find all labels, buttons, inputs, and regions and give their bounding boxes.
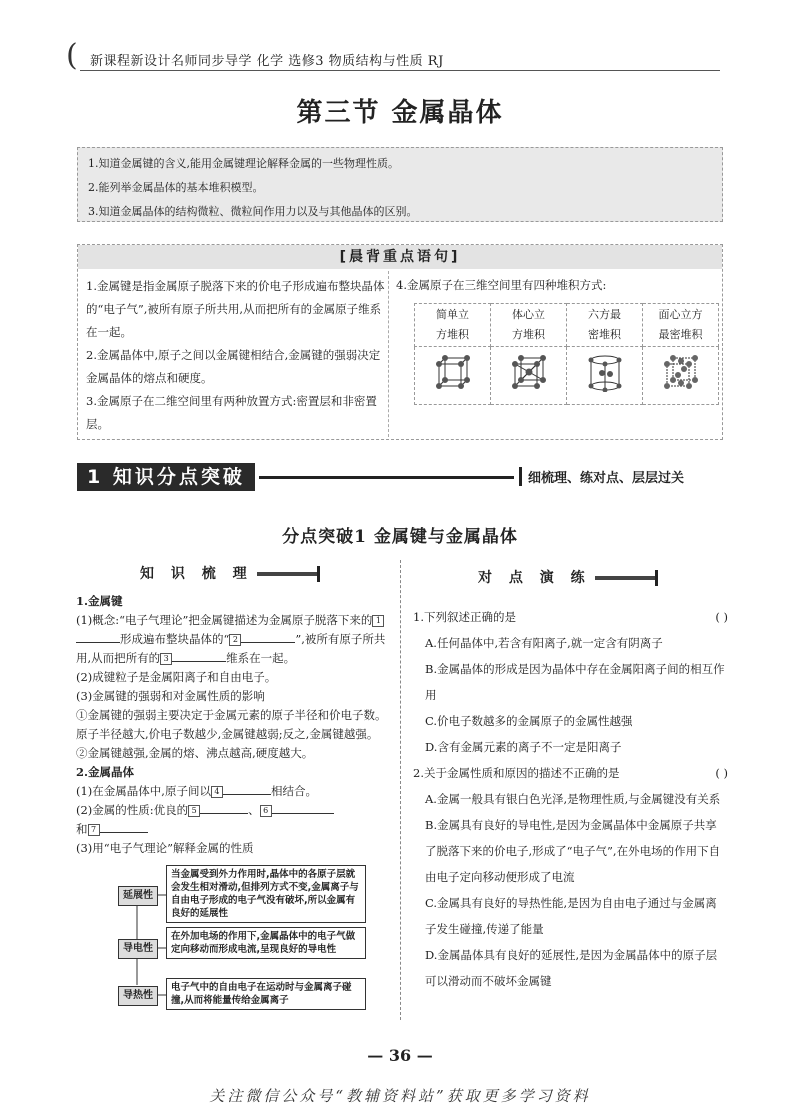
- thermal-conductivity-text: 电子气中的自由电子在运动时与金属离子碰撞,从而将能量传给金属离子: [166, 978, 366, 1010]
- question-2: ( ) 2.关于金属性质和原因的描述不正确的是: [413, 766, 728, 780]
- paragraph: (2)成键粒子是金属阳离子和自由电子。: [76, 670, 277, 684]
- heading-metal-bond: 1.金属键: [76, 594, 123, 608]
- header-rule: [80, 70, 720, 71]
- banner-subtitle: 细梳理、练对点、层层过关: [519, 467, 684, 486]
- stacking-label: 六方最 密堆积: [567, 304, 643, 347]
- key-point: 2.金属晶体中,原子之间以金属键相结合,金属键的强弱决定金属晶体的熔点和硬度。: [86, 348, 381, 385]
- paragraph: (1)在金属晶体中,原子间以 4 相结合。: [76, 784, 317, 798]
- paragraph: (3)金属键的强弱和对金属性质的影响: [76, 689, 265, 703]
- paragraph-concept: (1)概念:“电子气理论”把金属键描述为金属原子脱落下来的 1形成遍布整块晶体的“ 2 ”,被所有原子所共用,从而把所有的 3 维系在一起。: [76, 613, 386, 665]
- goal-item: 3.知道金属晶体的结构微粒、微粒间作用力以及与其他晶体的区别。: [88, 205, 418, 218]
- hexagonal-close-packed-figure: [567, 347, 643, 405]
- knowledge-heading: 知 识 梳 理: [140, 563, 320, 583]
- option: B.金属晶体的形成是因为晶体中存在金属阳离子间的相互作用: [425, 662, 725, 702]
- option: A.任何晶体中,若含有阳离子,就一定含有阴离子: [425, 636, 663, 650]
- paragraph: (3)用“电子气理论”解释金属的性质: [76, 841, 254, 855]
- page-number: — 36 —: [367, 1046, 433, 1065]
- knowledge-column: [76, 592, 390, 858]
- key-points-left: [86, 275, 386, 436]
- stacking-label: 体心立 方堆积: [491, 304, 567, 347]
- conductivity-text: 在外加电场的作用下,金属晶体中的电子气做定向移动而形成电流,呈现良好的导电性: [166, 927, 366, 959]
- option: C.价电子数越多的金属原子的金属性越强: [425, 714, 633, 728]
- heading-metal-crystal: 2.金属晶体: [76, 765, 135, 779]
- practice-column: [413, 604, 728, 994]
- banner-rule: [259, 476, 514, 479]
- practice-heading: 对 点 演 练: [478, 567, 658, 587]
- question-1: ( ) 1.下列叙述正确的是: [413, 610, 728, 624]
- goal-item: 1.知道金属键的含义,能用金属键理论解释金属的一些物理性质。: [88, 157, 399, 170]
- column-divider: [400, 560, 402, 1020]
- paragraph: (2)金属的性质:优良的 5 、 6 和 7: [76, 801, 390, 839]
- learning-goals: [77, 147, 723, 222]
- footer-watermark: 关注微信公众号“教辅资料站”获取更多学习资料: [209, 1087, 591, 1105]
- face-centered-cubic-figure: [643, 347, 719, 405]
- section-banner: [77, 463, 723, 491]
- option: B.金属具有良好的导电性,是因为金属晶体中金属原子共享了脱落下来的价电子,形成了“电子气”,在外电场的作用下自由电子定向移动便形成了电流: [425, 818, 721, 884]
- goal-item: 2.能列举金属晶体的基本堆积模型。: [88, 181, 264, 194]
- key-point: 1.金属键是指金属原子脱落下来的价电子形成遍布整块晶体的“电子气”,被所有原子所共用,从而把所有的金属原子维系在一起。: [86, 279, 385, 339]
- page-title: 第三节 金属晶体: [296, 98, 504, 128]
- stacking-label: 面心立方 最密堆积: [643, 304, 719, 347]
- key-points-heading: [晨背重点语句]: [78, 245, 722, 269]
- option: D.含有金属元素的离子不一定是阳离子: [425, 740, 622, 754]
- stacking-table: [414, 303, 719, 405]
- paragraph: ①金属键的强弱主要决定于金属元素的原子半径和价电子数。原子半径越大,价电子数越少,金属键越弱;反之,金属键越强。: [76, 708, 387, 741]
- section-title: 分点突破1 金属键与金属晶体: [282, 527, 518, 547]
- simple-cubic-figure: [415, 347, 491, 405]
- running-header: 新课程新设计名师同步导学 化学 选修3 物质结构与性质 RJ: [90, 54, 444, 69]
- conductivity-tag: 导电性: [118, 939, 158, 959]
- property-diagram: [110, 865, 370, 1010]
- key-point-4: 4.金属原子在三维空间里有四种堆积方式:: [396, 278, 607, 292]
- key-point: 3.金属原子在二维空间里有两种放置方式:密置层和非密置层。: [86, 394, 377, 431]
- ductility-text: 当金属受到外力作用时,晶体中的各原子层就会发生相对滑动,但排列方式不变,金属离子与自由电子形成的电子气没有破坏,所以金属有良好的延展性: [166, 865, 366, 923]
- key-divider: [388, 271, 390, 437]
- thermal-conductivity-tag: 导热性: [118, 986, 158, 1006]
- body-centered-cubic-figure: [491, 347, 567, 405]
- stacking-label: 简单立 方堆积: [415, 304, 491, 347]
- header-bracket: (: [66, 38, 78, 73]
- key-points-box: [77, 244, 723, 440]
- option: D.金属晶体具有良好的延展性,是因为金属晶体中的原子层可以滑动而不破坏金属键: [425, 948, 718, 988]
- banner-tab: 1 知识分点突破: [77, 463, 255, 491]
- paragraph: ②金属键越强,金属的熔、沸点越高,硬度越大。: [76, 746, 314, 760]
- option: C.金属具有良好的导热性能,是因为自由电子通过与金属离子发生碰撞,传递了能量: [425, 896, 717, 936]
- ductility-tag: 延展性: [118, 886, 158, 906]
- option: A.金属一般具有银白色光泽,是物理性质,与金属键没有关系: [425, 792, 721, 806]
